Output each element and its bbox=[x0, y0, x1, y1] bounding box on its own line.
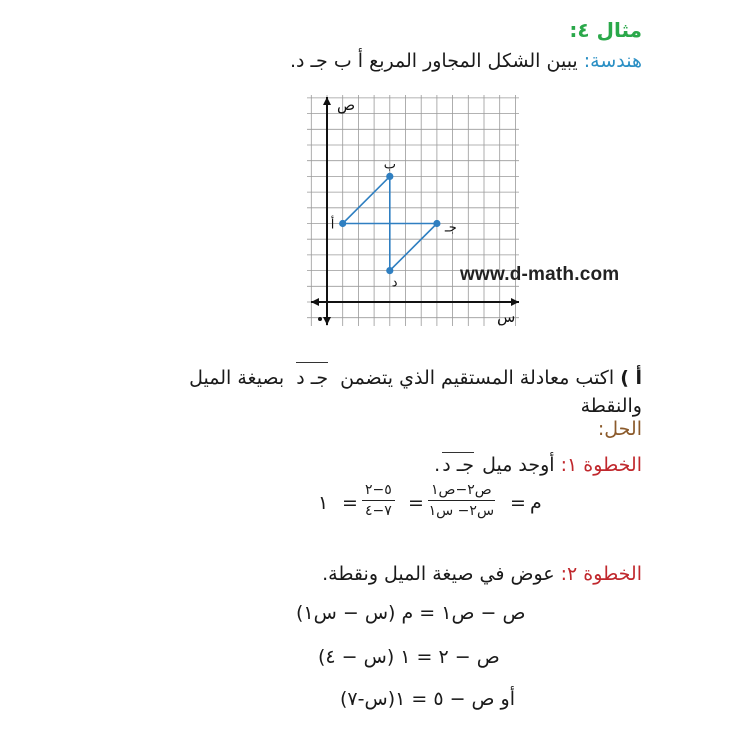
example-title: مثال ٤: bbox=[569, 18, 642, 42]
square-graph bbox=[305, 93, 521, 328]
topic-label: هندسة: bbox=[583, 50, 642, 72]
vertex-label: أ bbox=[330, 217, 335, 233]
part-a-question bbox=[152, 362, 642, 420]
equals-sign-1: = bbox=[342, 492, 358, 514]
axes bbox=[311, 96, 519, 326]
equals-sign-3: = bbox=[510, 492, 526, 514]
fraction-formula bbox=[428, 482, 495, 519]
vertex-point bbox=[386, 267, 393, 274]
square-abcd bbox=[343, 176, 437, 270]
grid-lines bbox=[307, 95, 519, 326]
step-1-end: . bbox=[434, 454, 441, 476]
vertex-label: ب bbox=[383, 157, 397, 173]
slope-result: ١ bbox=[318, 492, 329, 514]
solution-label: الحل: bbox=[597, 418, 642, 440]
vertex-point bbox=[339, 220, 346, 227]
step-2-text: عوض في صيغة الميل ونقطة. bbox=[322, 563, 555, 585]
fraction-values bbox=[362, 482, 395, 519]
fraction-values-denominator: ٧−٤ bbox=[365, 503, 392, 519]
origin-dot bbox=[318, 317, 322, 321]
equals-sign-2: = bbox=[408, 492, 424, 514]
slope-symbol: م bbox=[530, 492, 542, 514]
segment-cd: جـ د bbox=[296, 362, 328, 392]
step-1-label: الخطوة ١: bbox=[560, 454, 642, 476]
x-axis-label: س bbox=[497, 308, 516, 326]
part-a-text-after: بصيغة الميل والنقطة bbox=[189, 367, 642, 417]
fraction-formula-numerator: ص٢−ص١ bbox=[428, 482, 495, 501]
y-axis-label: ص bbox=[337, 96, 356, 114]
step-1-segment: جـ د bbox=[442, 454, 475, 476]
vertex-point bbox=[433, 220, 440, 227]
watermark: www.d-math.com bbox=[460, 264, 620, 285]
vertex-point bbox=[386, 173, 393, 180]
intro-line bbox=[290, 50, 642, 72]
part-a-letter: أ ) bbox=[620, 367, 642, 389]
vertex-label: جـ bbox=[444, 220, 457, 236]
step-1-text: أوجد ميل bbox=[482, 454, 555, 476]
x-axis-arrow-left bbox=[311, 298, 319, 306]
equation-point-slope: ص − ص١ = م (س − س١) bbox=[296, 602, 526, 624]
fraction-values-numerator: ٥−٢ bbox=[362, 482, 395, 501]
slope-formula bbox=[318, 480, 550, 530]
step-2 bbox=[322, 563, 642, 585]
equation-alternative: أو ص − ٥ = ١(س-٧) bbox=[340, 688, 516, 710]
vertex-label: د bbox=[391, 275, 398, 291]
equation-substituted: ص − ٢ = ١ (س − ٤) bbox=[318, 646, 500, 668]
intro-text: يبين الشكل المجاور المربع أ ب جـ د. bbox=[289, 50, 578, 72]
y-axis-arrow-down bbox=[323, 317, 331, 325]
step-1 bbox=[434, 452, 642, 476]
step-2-label: الخطوة ٢: bbox=[560, 563, 642, 585]
fraction-formula-denominator: س٢− س١ bbox=[428, 503, 495, 519]
part-a-text-before: اكتب معادلة المستقيم الذي يتضمن bbox=[340, 367, 615, 389]
